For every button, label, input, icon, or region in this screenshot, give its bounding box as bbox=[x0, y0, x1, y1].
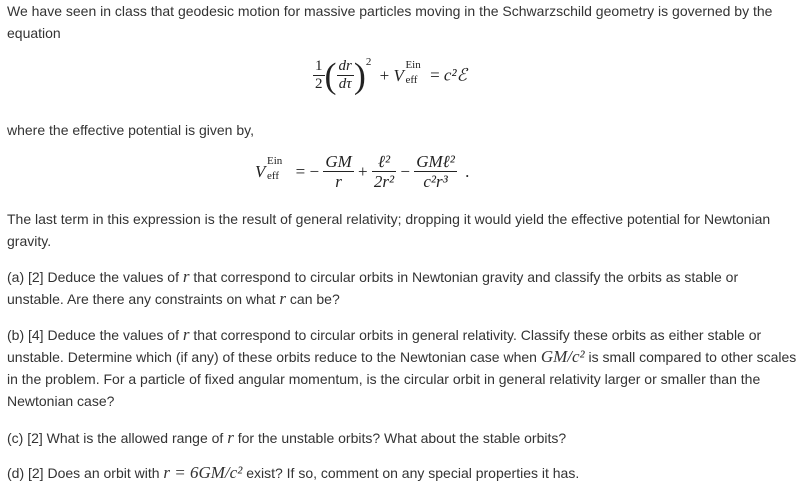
geodesic-equation: $\frac{1}{2}$ ( $\frac{dr}{d\tau}$ )$^2$ + V Ein eff = c²ℰ bbox=[315, 55, 467, 96]
part-c-question: (c) [2] What is the allowed range of r for the unstable orbits? What about the stable orbits? bbox=[7, 428, 567, 447]
potential-intro: where the effective potential is given by, bbox=[7, 122, 254, 138]
intro-paragraph: We have seen in class that geodesic motion for massive particles moving in the Schwarzschild geometry is governed by the equation bbox=[7, 3, 773, 41]
part-a-question: (a) [2] Deduce the values of r that correspond to circular orbits in Newtonian gravity and classify the orbits as stable or unstable. Are there any constraints on what r can be? bbox=[7, 267, 739, 308]
part-b-question: (b) [4] Deduce the values of r that correspond to circular orbits in general relativity. Classify these orbits as either stable or unstable. Determine which (if any) of these orbits reduce to the Newtonian case when GM/c² is small compared to other scales in the problem. For a particle of fixed angular momentum, is the circular orbit in general relativity larger or smaller than the Newtonian case? bbox=[7, 325, 797, 409]
part-d-question: (d) [2] Does an orbit with r = 6GM/c² exist? If so, comment on any special properties it has. bbox=[7, 463, 580, 482]
last-term-paragraph: The last term in this expression is the result of general relativity; dropping it would yield the effective potential for Newtonian gravity. bbox=[7, 211, 771, 249]
effective-potential-equation: V Ein eff = − $\frac{GM}{r}$ + $\frac{\text{ℓ²}}{\text{2r²}}$ − $\frac{\text{GMℓ²}}{\text{c²r³}}$ . bbox=[255, 152, 470, 191]
